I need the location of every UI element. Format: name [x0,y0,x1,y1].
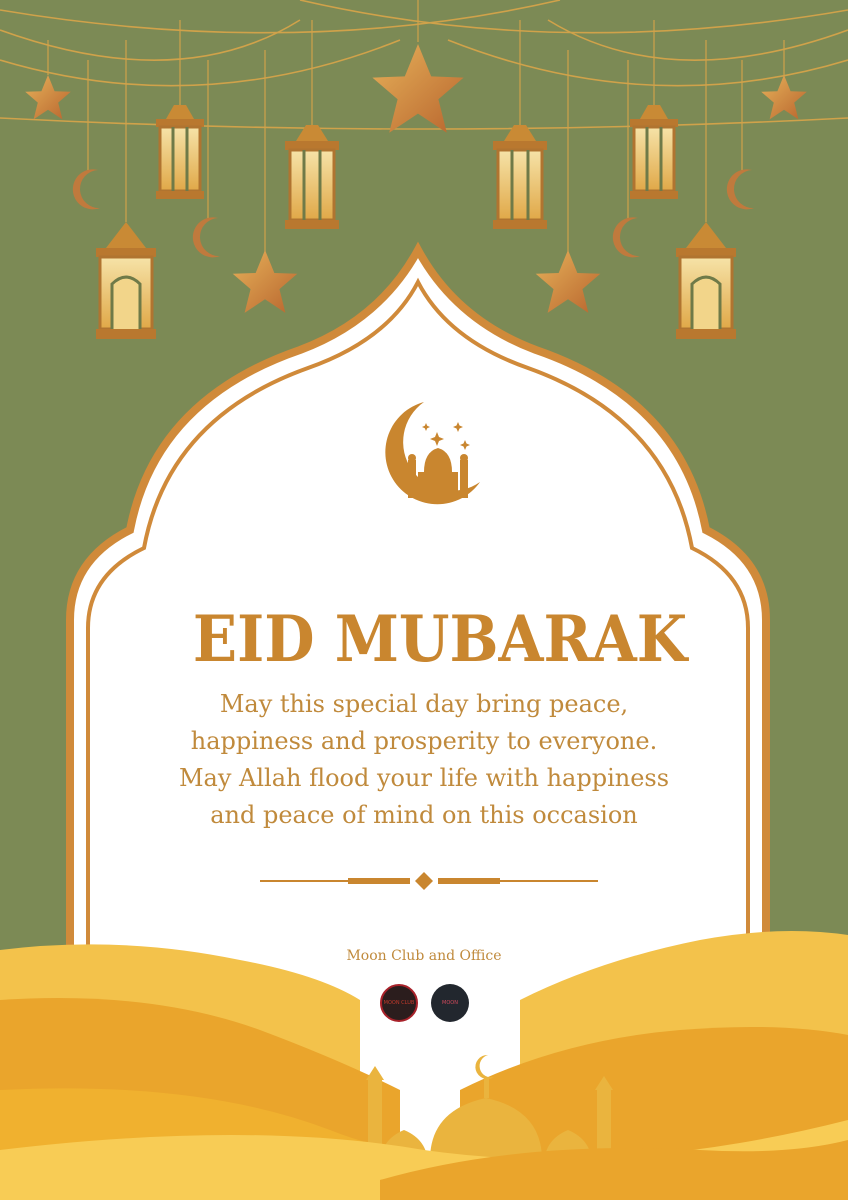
moon-office-logo [431,984,469,1022]
message-line: May Allah flood your life with happiness [178,764,670,792]
moon-club-logo [380,984,418,1022]
message-line: and peace of mind on this occasion [210,801,638,829]
organization-name: Moon Club and Office [346,948,502,964]
logo-text: MOON CLUB [383,999,415,1006]
logo-text: MOON [442,999,458,1006]
message-line: May this special day bring peace, [219,690,629,718]
card-title: EID MUBARAK [192,601,688,677]
message-line: happiness and prosperity to everyone. [190,727,658,755]
